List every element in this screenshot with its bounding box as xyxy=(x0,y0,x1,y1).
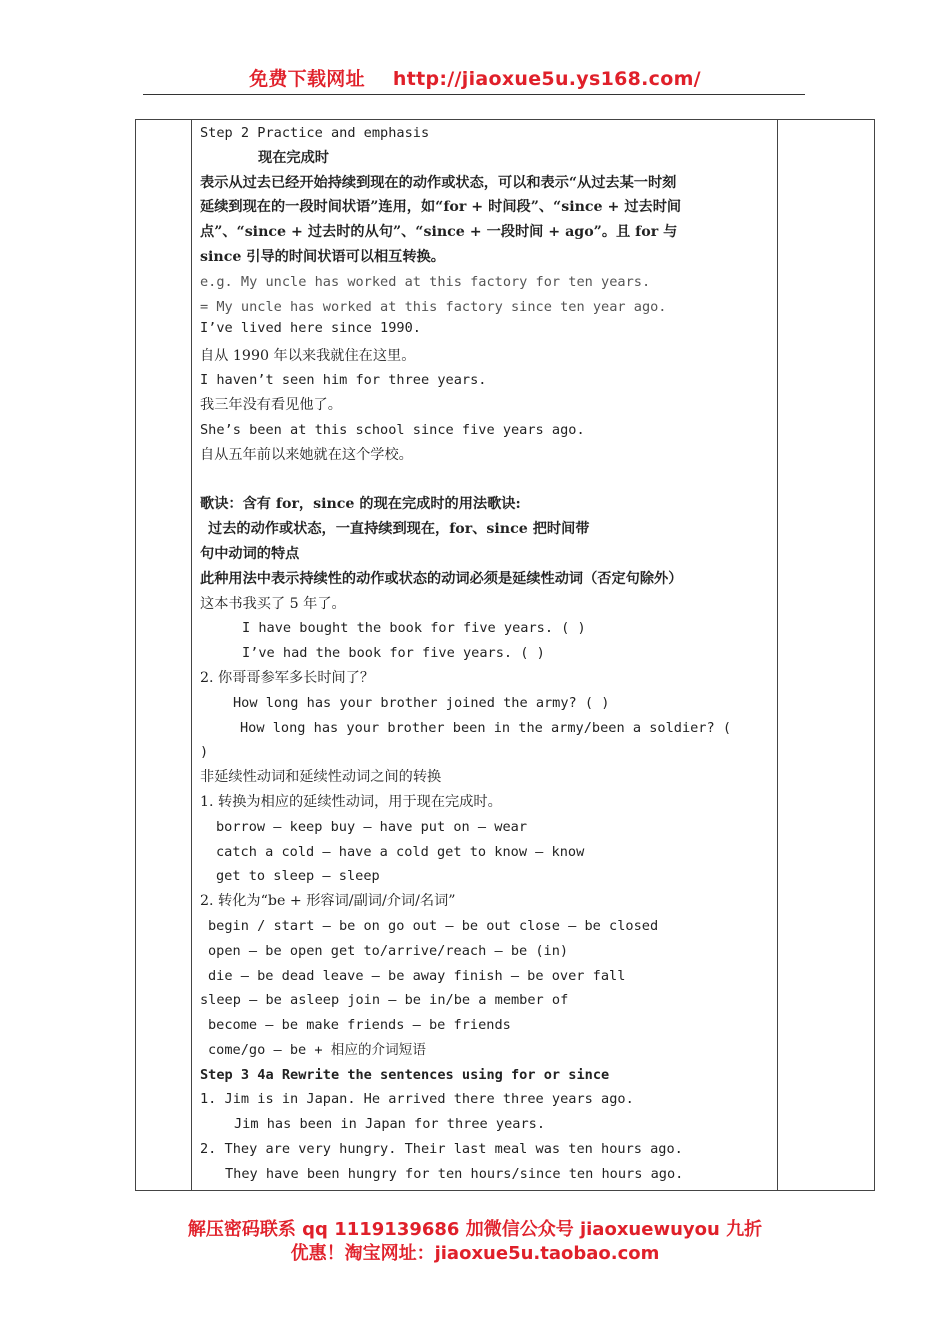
rewrite-answer: Jim has been in Japan for three years. xyxy=(234,1116,545,1133)
conversion-rule: 1. 转换为相应的延续性动词，用于现在完成时。 xyxy=(200,793,502,810)
conversion-pairs: become — be make friends — be friends xyxy=(208,1017,511,1034)
page-header xyxy=(0,64,950,91)
conversion-pairs: die — be dead leave — be away finish — be over fall xyxy=(208,967,626,984)
example-translation: 自从五年前以来她就在这个学校。 xyxy=(200,446,413,463)
step2-title: Step 2 Practice and emphasis xyxy=(200,125,430,141)
definition-line: 点”、“since + 过去时的从句”、“since + 一段时间 + ago”。且 for 与 xyxy=(200,224,678,241)
rhyme-line: 过去的动作或状态，一直持续到现在，for、since 把时间带 xyxy=(208,521,590,538)
example-translation: 我三年没有看见他了。 xyxy=(200,397,342,414)
rhyme-line: 此种用法中表示持续性的动作或状态的动词必须是延续性动词（否定句除外） xyxy=(200,570,683,587)
lesson-content-cell xyxy=(200,121,768,1187)
conversion-pairs: begin / start — be on go out — be out close — be closed xyxy=(208,917,659,934)
definition-line: since 引导的时间状语可以相互转换。 xyxy=(200,248,445,265)
header-url[interactable]: http://jiaoxue5u.ys168.com/ xyxy=(392,68,701,90)
exercise-option: I’ve had the book for five years. ( ) xyxy=(242,645,545,662)
table-column-divider-left xyxy=(191,120,192,1190)
conversion-rule: 2. 转化为“be + 形容词/副词/介词/名词” xyxy=(200,893,456,910)
tense-title: 现在完成时 xyxy=(258,149,329,166)
conversion-title: 非延续性动词和延续性动词之间的转换 xyxy=(200,769,442,786)
footer-line: 解压密码联系 qq 1119139686 加微信公众号 jiaoxuewuyou 九折 xyxy=(187,1219,763,1240)
header-label: 免费下载网址 xyxy=(249,68,365,90)
example-translation: 自从 1990 年以来我就住在这里。 xyxy=(200,347,416,364)
conversion-pairs: open — be open get to/arrive/reach — be (in) xyxy=(208,942,569,959)
rewrite-question: 2. They are very hungry. Their last meal was ten hours ago. xyxy=(200,1141,683,1158)
example-sentence: I’ve lived here since 1990. xyxy=(200,319,421,336)
blank-line xyxy=(200,468,768,493)
example-sentence: = My uncle has worked at this factory since ten year ago. xyxy=(200,298,667,315)
definition-line: 表示从过去已经开始持续到现在的动作或状态，可以和表示“从过去某一时刻 xyxy=(200,174,677,191)
conversion-pairs: come/go — be + 相应的介词短语 xyxy=(208,1041,426,1058)
exercise-option: How long has your brother been in the army/been a soldier? ( xyxy=(240,719,732,736)
exercise-prompt: 这本书我买了 5 年了。 xyxy=(200,595,346,612)
rhyme-title: 歌诀：含有 for，since 的现在完成时的用法歌诀: xyxy=(200,496,521,513)
conversion-pairs: catch a cold — have a cold get to know — know xyxy=(216,843,585,860)
header-divider xyxy=(143,94,805,95)
step3-title: Step 3 4a Rewrite the sentences using for or since xyxy=(200,1066,610,1083)
example-sentence: e.g. My uncle has worked at this factory for ten years. xyxy=(200,273,651,290)
table-column-divider-right xyxy=(777,120,778,1190)
conversion-pairs: get to sleep — sleep xyxy=(216,868,380,885)
exercise-prompt: 2. 你哥哥参军多长时间了？ xyxy=(200,669,375,686)
exercise-option: I have bought the book for five years. ( ) xyxy=(242,620,586,637)
rhyme-line: 句中动词的特点 xyxy=(200,545,300,562)
rewrite-question: 1. Jim is in Japan. He arrived there three years ago. xyxy=(200,1091,634,1108)
exercise-option: How long has your brother joined the army? ( ) xyxy=(233,694,610,711)
example-sentence: She’s been at this school since five years ago. xyxy=(200,421,585,438)
definition-line: 延续到现在的一段时间状语”连用，如“for + 时间段”、“since + 过去时间 xyxy=(200,199,682,216)
rewrite-answer: They have been hungry for ten hours/since ten hours ago. xyxy=(225,1165,684,1182)
exercise-option-end: ) xyxy=(200,744,209,761)
page-footer xyxy=(0,1218,950,1266)
conversion-pairs: borrow — keep buy — have put on — wear xyxy=(216,818,527,835)
example-sentence: I haven’t seen him for three years. xyxy=(200,372,487,389)
conversion-pairs: sleep — be asleep join — be in/be a member of xyxy=(200,992,569,1009)
footer-line: 优惠！淘宝网址：jiaoxue5u.taobao.com xyxy=(290,1243,660,1264)
